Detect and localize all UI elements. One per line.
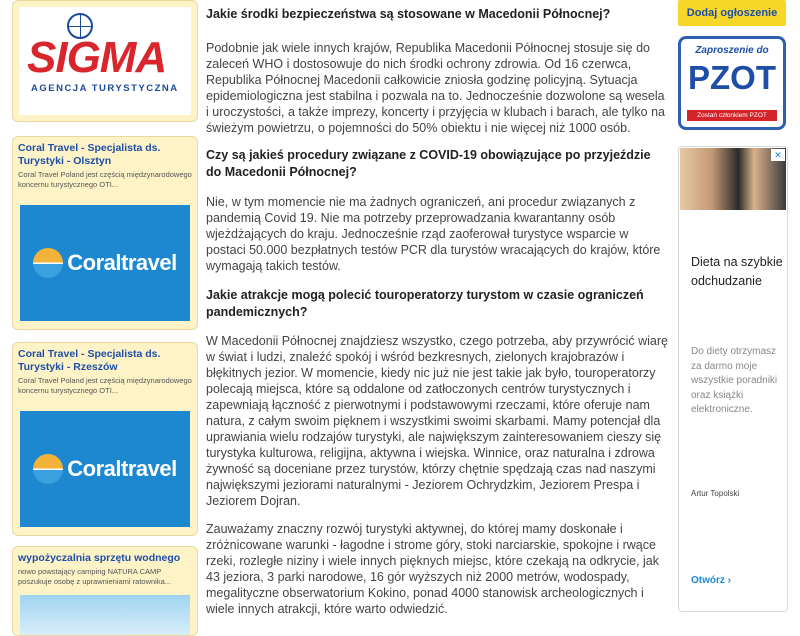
section-paragraph: Nie, w tym momencie nie ma żadnych ograniczeń, ani procedur związanych z pandemią Covid 19. Nie ma potrzeby przeprowadzania kwarantanny osób wjeżdżających do kraju. Jednocześnie rząd zaoferował turystyce wsparcie w postaci 50.000 bezpłatnych testów PCR dla turystów wracających do krajów, które wymagają takich testów. (206, 195, 661, 273)
coral-travel-image[interactable]: Coraltravel (20, 205, 190, 321)
ad-open-link[interactable]: Otwórz › (691, 575, 731, 586)
coral-logo-icon (33, 454, 63, 484)
job-offer-title[interactable]: Coral Travel - Specjalista ds. Turystyki - Rzeszów (18, 348, 161, 373)
section-heading: Czy są jakieś procedury związane z COVID-19 obowiązujące po przyjeździe do Macedonii Północnej? (206, 148, 651, 179)
sigma-logo[interactable] (19, 7, 191, 115)
section-paragraph: W Macedonii Północnej znajdziesz wszystko, czego potrzeba, aby przywrócić wiarę w świat i ludzi, znaleźć spokój i wśród bezkresnych, zielonych krajobrazów i błękitnych jezior. W momencie, kiedy nic już nie jest takie jak było, touroperatorzy polecają miejsca, które są oddalone od zatłoczonych centrów turystycznych i zapewniają łączność z pierwotnymi i podstawowymi rzeczami, które oferuje nam natura, z całym swoim pięknem i wszystkimi swoimi skarbami. Mamy potencjał dla uprawiania wielu rodzajów turystyki, ale największym zainteresowaniem cieszy się turystyka kulturowa, religijna, aktywna i wiejska. Winnice, oraz naturalna i zdrowa żywność są doceniane przez turystów, którzy chętnie spędzają czas nad naszymi największymi jeziorami naturalnymi - Jeziorem Ochrydzkim, Jeziorem Prespa i Jeziorem Dojran. (206, 334, 668, 508)
sigma-brand: SIGMA (27, 33, 167, 82)
close-icon[interactable]: ✕ (771, 149, 785, 161)
sigma-subtitle: AGENCJA TURYSTYCZNA (31, 83, 179, 94)
job-offer-title[interactable]: Coral Travel - Specjalista ds. Turystyki - Olsztyn (18, 142, 161, 167)
coral-logo-icon (33, 248, 63, 278)
ad-text: Do diety otrzymasz za darmo moje wszystkie poradniki oraz książki elektroniczne. (691, 346, 778, 415)
add-listing-button[interactable]: Dodaj ogłoszenie (678, 0, 786, 26)
ad-author: Artur Topolski (691, 489, 740, 498)
pzot-logo: PZOT (688, 59, 776, 96)
ad-title[interactable]: Dieta na szybkie odchudzanie (691, 255, 783, 288)
pzot-banner[interactable] (678, 36, 786, 130)
job-offer-card[interactable] (12, 342, 198, 536)
advertisement[interactable] (678, 146, 788, 612)
job-offer-card[interactable] (12, 546, 198, 636)
sigma-logo-card[interactable] (12, 0, 198, 122)
job-offer-description: nowo powstający camping NATURA CAMP poszukuje osobę z uprawnieniami ratownika... (18, 567, 171, 586)
job-offer-card[interactable] (12, 136, 198, 330)
job-offer-title[interactable]: wypożyczalnia sprzętu wodnego (18, 552, 181, 564)
section-heading: Jakie atrakcje mogą polecić touroperatorzy turystom w czasie ograniczeń pandemicznych? (206, 288, 644, 319)
pzot-invite-text: Zaproszenie do (695, 45, 769, 56)
pzot-join-text: Zostań członkiem PZOT (687, 110, 777, 121)
section-paragraph: Podobnie jak wiele innych krajów, Republika Macedonii Północnej stosuje się do zaleceń WHO i dostosowuje do nich środki ochrony zdrowia. Od 16 czerwca, Republika Północnej Macedonii całkowicie zniosła godzinę policyjną. Sytuacja epidemiologiczna jest stabilna i pozwala na to. Jednocześnie dozwolone są wesela i uroczystości, a także imprezy, koncerty i przyjęcia w klubach i barach, ale tylko na świeżym powietrzu, o pojemności do 50% obiektu i nie więcej niż 1000 osób. (206, 41, 665, 135)
section-heading: Jakie środki bezpieczeństwa są stosowane w Macedonii Północnej? (206, 7, 611, 21)
job-offer-description: Coral Travel Poland jest częścią międzynarodowego koncernu turystycznego OTI... (18, 170, 192, 189)
coral-travel-image[interactable]: Coraltravel (20, 411, 190, 527)
section-paragraph: Zauważamy znaczny rozwój turystyki aktywnej, do której mamy doskonałe i zróżnicowane warunki - łagodne i strome góry, stoki narciarskie, spokojne i rwące rzeki, rozległe niziny i wiele innych pięknych miejsc, które czekają na odkrycie, jak 43 jeziora, 3 parki narodowe, 16 gór wyższych niż 2000 metrów, wodospady, megalityczne obserwatorium Kokino, ponad 4000 stanowisk archeologicznych i wiele innych atrakcji, które warto odwiedzić. (206, 522, 659, 616)
camping-image[interactable] (20, 595, 190, 635)
left-sidebar (0, 0, 200, 624)
job-offer-description: Coral Travel Poland jest częścią międzynarodowego koncernu turystycznego OTI... (18, 376, 192, 395)
